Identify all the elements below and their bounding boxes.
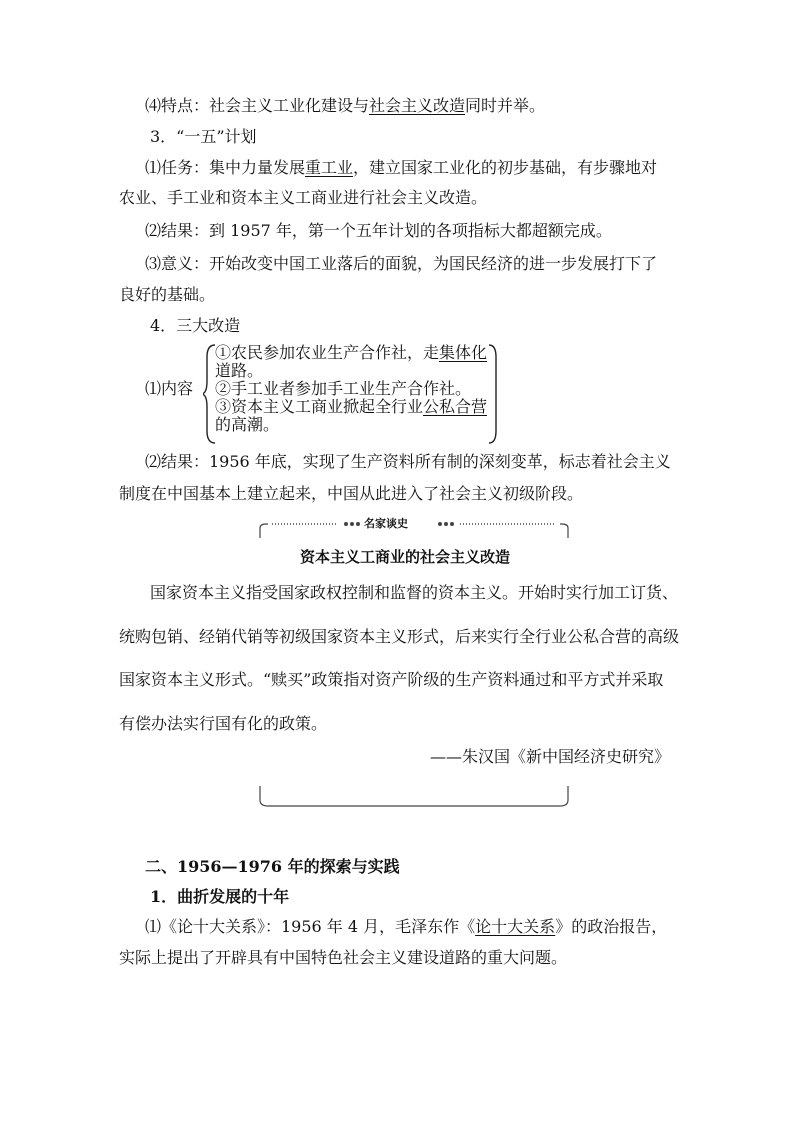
heading-five-year-plan: 3．“一五”计划 xyxy=(150,127,257,146)
underlined-term: 重工业 xyxy=(305,158,354,177)
ten-relations-line xyxy=(145,916,667,938)
box-source: ——朱汉国《新中国经济史研究》 xyxy=(430,747,671,766)
box-top-border xyxy=(258,516,570,540)
item-3-cont: 的高潮。 xyxy=(215,415,280,434)
box-tag: 名家谈史 xyxy=(364,517,408,530)
heading-exploration: 二、1956—1976 年的探索与实践 xyxy=(145,857,400,876)
item-1-cont: 道路。 xyxy=(215,361,264,380)
box-bottom-border xyxy=(258,786,570,810)
box-title: 资本主义工商业的社会主义改造 xyxy=(300,548,511,566)
transformation-result: ⑵结果：1956 年底，实现了生产资料所有制的深刻变革，标志着社会主义 xyxy=(145,452,671,471)
feature-line xyxy=(145,95,545,117)
item-3 xyxy=(215,398,487,416)
text: ①农民参加农业生产合作社，走 xyxy=(215,343,440,362)
text: ⑷特点：社会主义工业化建设与 xyxy=(145,96,370,115)
text: ，建立国家工业化的初步基础，有步骤地对 xyxy=(353,158,658,177)
underlined-term: 论十大关系 xyxy=(475,917,556,936)
significance-line: ⑶意义：开始改变中国工业落后的面貌，为国民经济的进一步发展打下了 xyxy=(145,254,658,273)
task-line-cont: 农业、手工业和资本主义工商业进行社会主义改造。 xyxy=(119,188,488,207)
ten-relations-line-cont: 实际上提出了开辟具有中国特色社会主义建设道路的重大问题。 xyxy=(119,948,568,967)
transformation-result-cont: 制度在中国基本上建立起来，中国从此进入了社会主义初级阶段。 xyxy=(119,484,584,503)
content-label: ⑴内容 xyxy=(145,379,194,398)
significance-line-cont: 良好的基础。 xyxy=(119,285,216,304)
box-line-4: 有偿办法实行国有化的政策。 xyxy=(119,714,328,733)
underlined-term: 社会主义改造 xyxy=(369,96,466,115)
text: ⑴《论十大关系》：1956 年 4 月，毛泽东作《 xyxy=(145,917,476,936)
box-line-3: 国家资本主义形式。“赎买”政策指对资产阶级的生产资料通过和平方式并采取 xyxy=(119,670,664,689)
task-line xyxy=(145,157,657,179)
subheading-decade: 1．曲折发展的十年 xyxy=(150,887,290,906)
item-1 xyxy=(215,344,487,362)
text: 同时并举。 xyxy=(465,96,546,115)
underlined-term: 集体化 xyxy=(439,343,488,362)
item-2: ②手工业者参加手工业生产合作社。 xyxy=(215,379,472,398)
result-line: ⑵结果：到 1957 年，第一个五年计划的各项指标大都超额完成。 xyxy=(145,221,612,240)
box-line-2: 统购包销、经销代销等初级国家资本主义形式，后来实行全行业公私合营的高级 xyxy=(119,627,680,646)
text: ③资本主义工商业掀起全行业 xyxy=(215,397,424,416)
underlined-term: 公私合营 xyxy=(423,397,488,416)
text: 》的政治报告， xyxy=(555,917,668,936)
heading-three-transformations: 4．三大改造 xyxy=(150,316,241,335)
text: ⑴任务：集中力量发展 xyxy=(145,158,306,177)
box-line-1: 国家资本主义指受国家政权控制和监督的资本主义。开始时实行加工订货、 xyxy=(150,583,679,602)
